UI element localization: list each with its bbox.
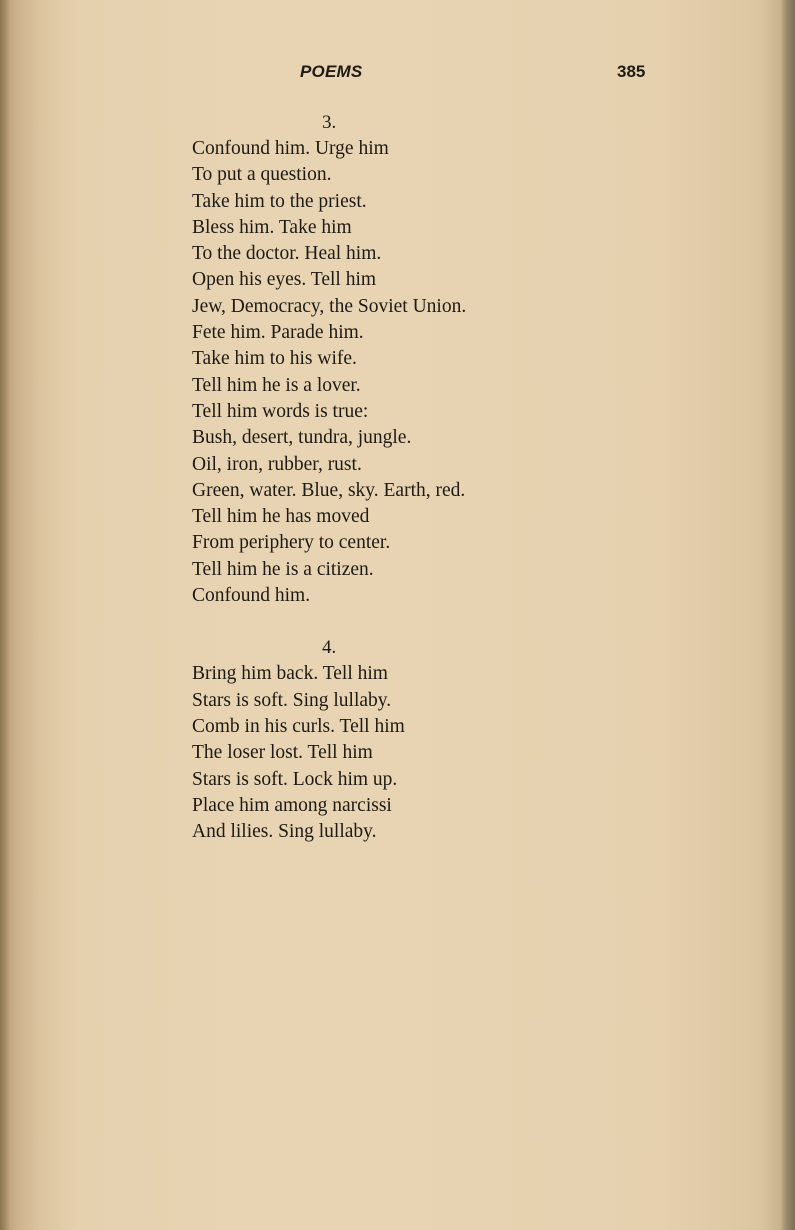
poem-line: Stars is soft. Sing lullaby. — [192, 689, 392, 711]
page-number: 385 — [617, 62, 646, 81]
poem-line: Take him to the priest. — [192, 190, 367, 212]
poem-line: Bless him. Take him — [192, 216, 352, 238]
poem-line: Jew, Democracy, the Soviet Union. — [192, 295, 467, 317]
running-head: POEMS — [300, 62, 363, 81]
poem-line: Green, water. Blue, sky. Earth, red. — [192, 479, 466, 501]
poem-line: Confound him. — [192, 585, 311, 607]
poem-line: Bring him back. Tell him — [192, 663, 388, 685]
page-header — [0, 62, 795, 88]
poem-line: From periphery to center. — [192, 532, 391, 554]
section-number: 4. — [322, 637, 337, 659]
poem-line: Place him among narcissi — [192, 794, 392, 816]
poem-line: Oil, iron, rubber, rust. — [192, 453, 362, 475]
poem-line: Take him to his wife. — [192, 348, 357, 370]
poem-line: Tell him words is true: — [192, 400, 369, 422]
poem-line: Comb in his curls. Tell him — [192, 715, 405, 737]
stanza-gap — [192, 609, 642, 635]
poem-body — [192, 110, 642, 845]
poem-line: Bush, desert, tundra, jungle. — [192, 427, 412, 449]
poem-line: The loser lost. Tell him — [192, 742, 373, 764]
poem-line: And lilies. Sing lullaby. — [192, 821, 377, 843]
spine-shadow — [0, 0, 10, 1230]
poem-line: To the doctor. Heal him. — [192, 243, 382, 265]
poem-line: Fete him. Parade him. — [192, 322, 364, 344]
poem-line: Open his eyes. Tell him — [192, 269, 377, 291]
section-number: 3. — [322, 112, 337, 133]
poem-line: Stars is soft. Lock him up. — [192, 768, 398, 790]
page-edge — [781, 0, 795, 1230]
poem-line: To put a question. — [192, 164, 332, 186]
poem-line: Tell him he is a lover. — [192, 374, 361, 396]
poem-line: Confound him. Urge him — [192, 138, 389, 159]
poem-line: Tell him he has moved — [192, 506, 370, 528]
poem-line: Tell him he is a citizen. — [192, 558, 374, 580]
